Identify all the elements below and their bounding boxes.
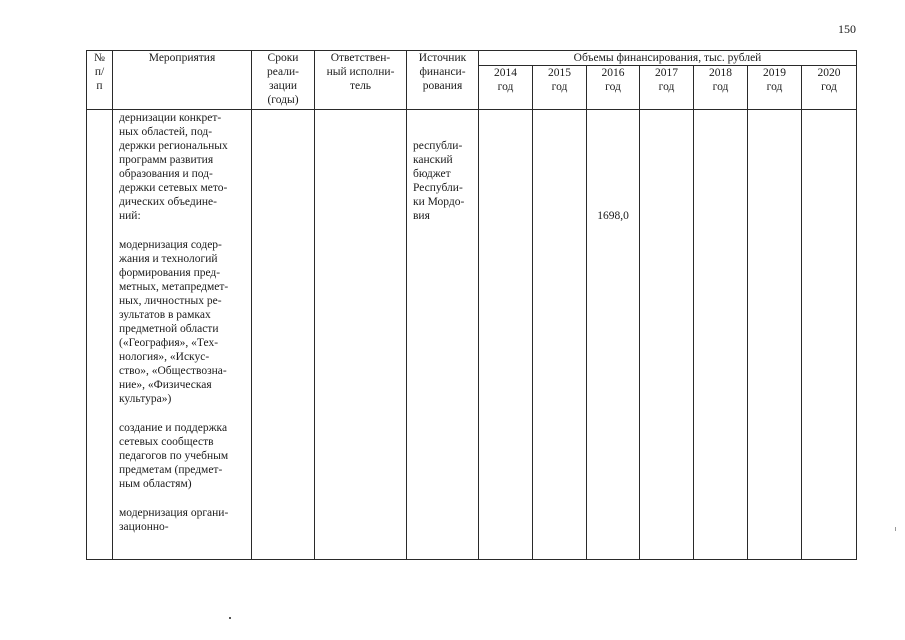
cell-2016 <box>587 110 640 560</box>
table-row <box>87 110 857 560</box>
event-text-4: модернизация органи- зационно- <box>119 507 229 533</box>
cell-2020 <box>802 110 857 560</box>
header-year-2017: 2017 год <box>640 66 694 110</box>
source-text: республи- канский бюджет Республи- ки Мордо- вия <box>413 140 465 222</box>
header-year-2019: 2019 год <box>748 66 802 110</box>
header-source: Источник финанси- рования <box>407 51 479 110</box>
page-number: 150 <box>838 22 856 36</box>
cell-2018 <box>694 110 748 560</box>
header-executor: Ответствен- ный исполни- тель <box>315 51 407 110</box>
header-year-2014: 2014 год <box>479 66 533 110</box>
cell-2014 <box>479 110 533 560</box>
header-year-2015: 2015 год <box>533 66 587 110</box>
cell-2019 <box>748 110 802 560</box>
cell-source <box>407 110 479 560</box>
funding-table <box>86 50 857 560</box>
header-year-2018: 2018 год <box>694 66 748 110</box>
funding-table-wrapper <box>86 50 857 560</box>
cell-number <box>87 110 113 560</box>
cell-events <box>113 110 252 560</box>
event-text-1: дернизации конкрет- ных областей, под- держки региональных программ развития образования и под- держки сетевых мето- дических объедине- ний: <box>119 112 228 222</box>
header-terms: Сроки реали- зации (годы) <box>252 51 315 110</box>
scan-speck <box>229 617 231 619</box>
header-funding: Объемы финансирования, тыс. рублей <box>479 51 857 66</box>
scan-edge-mark <box>895 527 896 531</box>
event-text-2: модернизация содер- жания и технологий формирования пред- метных, метапредмет- ных, личностных ре- зультатов в рамках предметной области («География», «Тех- нология», «Искус- ство», «Обществозна- ние», «Физическая культура») <box>119 239 229 405</box>
header-events: Мероприятия <box>113 51 252 110</box>
header-year-2016: 2016 год <box>587 66 640 110</box>
cell-executor <box>315 110 407 560</box>
cell-terms <box>252 110 315 560</box>
event-text-3: создание и поддержка сетевых сообществ педагогов по учебным предметам (предмет- ным областям) <box>119 422 229 490</box>
amount-2016: 1698,0 <box>597 210 629 222</box>
cell-2017 <box>640 110 694 560</box>
header-year-2020: 2020 год <box>802 66 857 110</box>
header-number: № п/ п <box>87 51 113 110</box>
cell-2015 <box>533 110 587 560</box>
